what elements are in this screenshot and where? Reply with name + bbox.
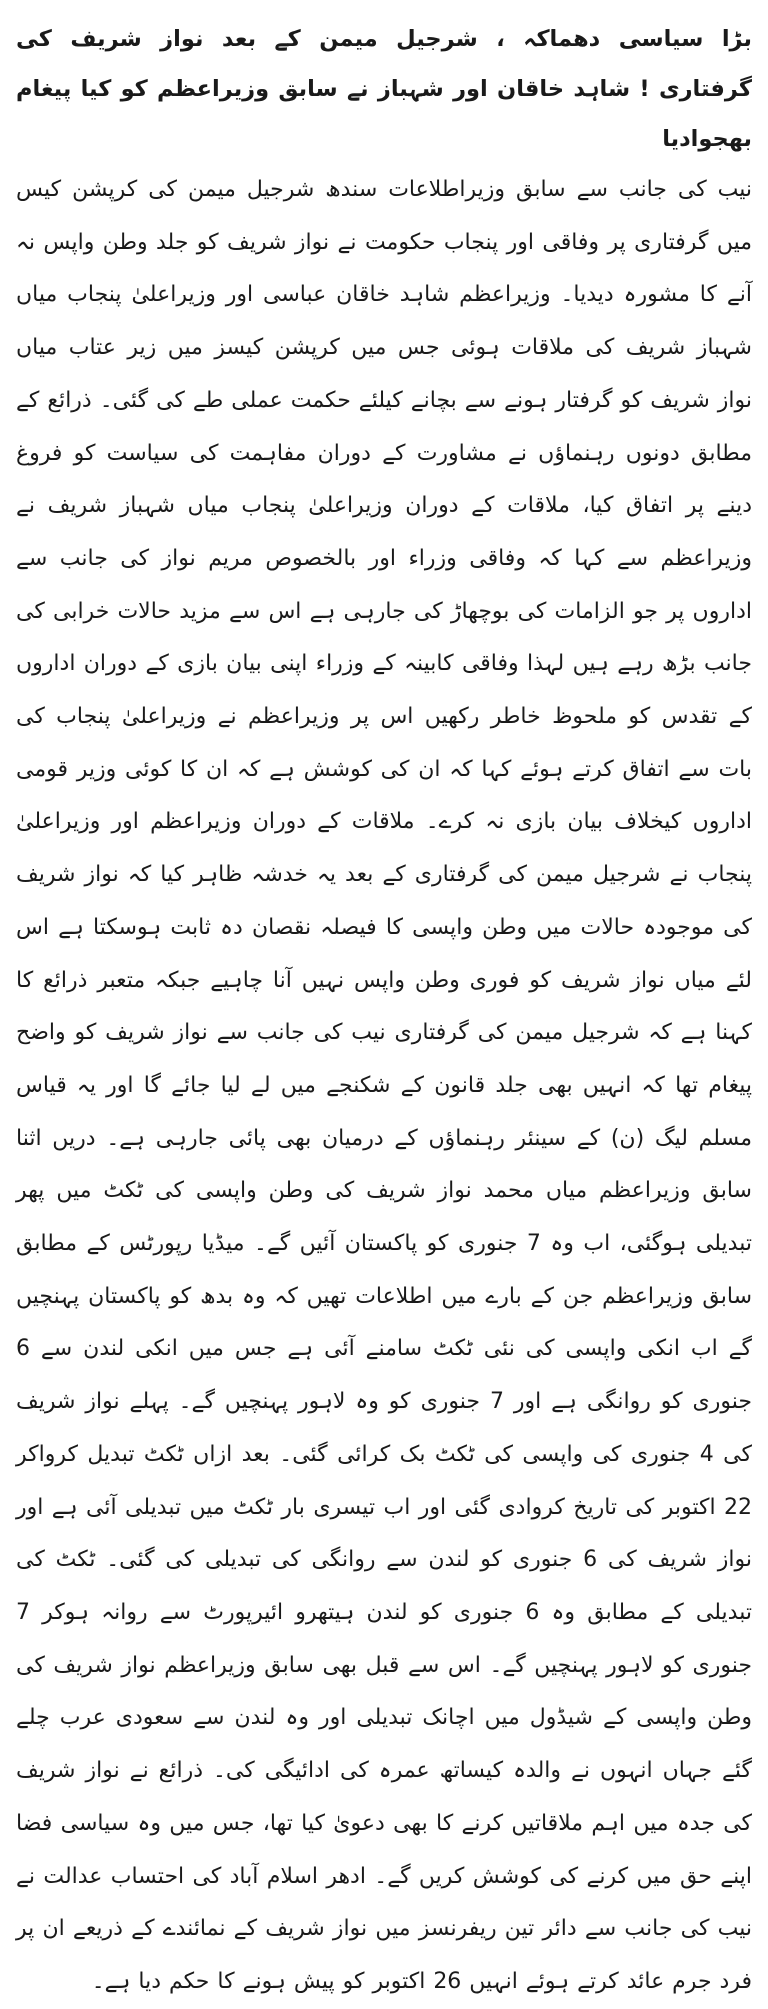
article-headline: بڑا سیاسی دھماکہ ، شرجیل میمن کے بعد نواز شریف کی گرفتاری ! شاہد خاقان اور شہباز نے سابق وزیراعظم کو کیا پیغام بھجوادیا	[16, 26, 752, 152]
article-body: نیب کی جانب سے سابق وزیراطلاعات سندھ شرجیل میمن کی کرپشن کیس میں گرفتاری پر وفاقی اور پنجاب حکومت نے نواز شریف کو جلد وطن واپس نہ آنے کا مشورہ دیدیا۔ وزیراعظم شاہد خاقان عباسی اور وزیراعلیٰ پنجاب میاں شہباز شریف کی ملاقات ہوئی جس میں کرپشن کیسز میں زیر عتاب میاں نواز شریف کو گرفتار ہونے سے بچانے کیلئے حکمت عملی طے کی گئی۔ ذرائع کے مطابق دونوں رہنماؤں نے مشاورت کے دوران مفاہمت کی سیاست کو فروغ دینے پر اتفاق کیا، ملاقات کے دوران وزیراعلیٰ پنجاب میاں شہباز شریف نے وزیراعظم سے کہا کہ وفاقی وزراء اور بالخصوص مریم نواز کی جانب سے اداروں پر جو الزامات کی بوچھاڑ کی جارہی ہے اس سے مزید حالات خرابی کی جانب بڑھ رہے ہیں لہذا وفاقی کابینہ کے وزراء اپنی بیان بازی کے دوران اداروں کے تقدس کو ملحوظ خاطر رکھیں اس پر وزیراعظم نے وزیراعلیٰ پنجاب کی بات سے اتفاق کرتے ہوئے کہا کہ ان کی کوشش ہے کہ ان کا کوئی وزیر قومی اداروں کیخلاف بیان بازی نہ کرے۔ ملاقات کے دوران وزیراعظم اور وزیراعلیٰ پنجاب نے شرجیل میمن کی گرفتاری کے بعد یہ خدشہ ظاہر کیا کہ نواز شریف کی موجودہ حالات میں وطن واپسی کا فیصلہ نقصان دہ ثابت ہوسکتا ہے اس لئے میاں نواز شریف کو فوری وطن واپس نہیں آنا چاہیے جبکہ متعبر ذرائع کا کہنا ہے کہ شرجیل میمن کی گرفتاری نیب کی جانب سے نواز شریف کو واضح پیغام تھا کہ انہیں بھی جلد قانون کے شکنجے میں لے لیا جائے گا اور یہ قیاس مسلم لیگ (ن) کے سینئر رہنماؤں کے درمیان بھی پائی جارہی ہے۔ دریں اثنا سابق وزیراعظم میاں محمد نواز شریف کی وطن واپسی کی ٹکٹ میں پھر تبدیلی ہوگئی، اب وہ 7 جنوری کو پاکستان آئیں گے۔ میڈیا رپورٹس کے مطابق سابق وزیراعظم جن کے بارے میں اطلاعات تھیں کہ وہ بدھ کو پاکستان پہنچیں گے اب انکی واپسی کی نئی ٹکٹ سامنے آئی ہے جس میں انکی لندن سے 6 جنوری کو روانگی ہے اور 7 جنوری کو وہ لاہور پہنچیں گے۔ پہلے نواز شریف کی 4 جنوری کی واپسی کی ٹکٹ بک کرائی گئی۔ بعد ازاں ٹکٹ تبدیل کرواکر 22 اکتوبر کی تاریخ کروادی گئی اور اب تیسری بار ٹکٹ میں تبدیلی آئی ہے اور نواز شریف کی 6 جنوری کو لندن سے روانگی کی تبدیلی کی گئی۔ ٹکٹ کی تبدیلی کے مطابق وہ 6 جنوری کو لندن ہیتھرو ائیرپورٹ سے روانہ ہوکر 7 جنوری کو لاہور پہنچیں گے۔ اس سے قبل بھی سابق وزیراعظم نواز شریف کی وطن واپسی کے شیڈول میں اچانک تبدیلی اور وہ لندن سے سعودی عرب چلے گئے جہاں انہوں نے والدہ کیساتھ عمرہ کی ادائیگی کی۔ ذرائع نے نواز شریف کی جدہ میں اہم ملاقاتیں کرنے کا بھی دعویٰ کیا تھا، جس میں وہ سیاسی فضا اپنے حق میں کرنے کی کوشش کریں گے۔ ادھر اسلام آباد کی احتساب عدالت نے نیب کی جانب سے دائر تین ریفرنسز میں نواز شریف کے نمائندے کے ذریعے ان پر فرد جرم عائد کرتے ہوئے انہیں 26 اکتوبر کو پیش ہونے کا حکم دیا ہے۔	[16, 177, 753, 1994]
